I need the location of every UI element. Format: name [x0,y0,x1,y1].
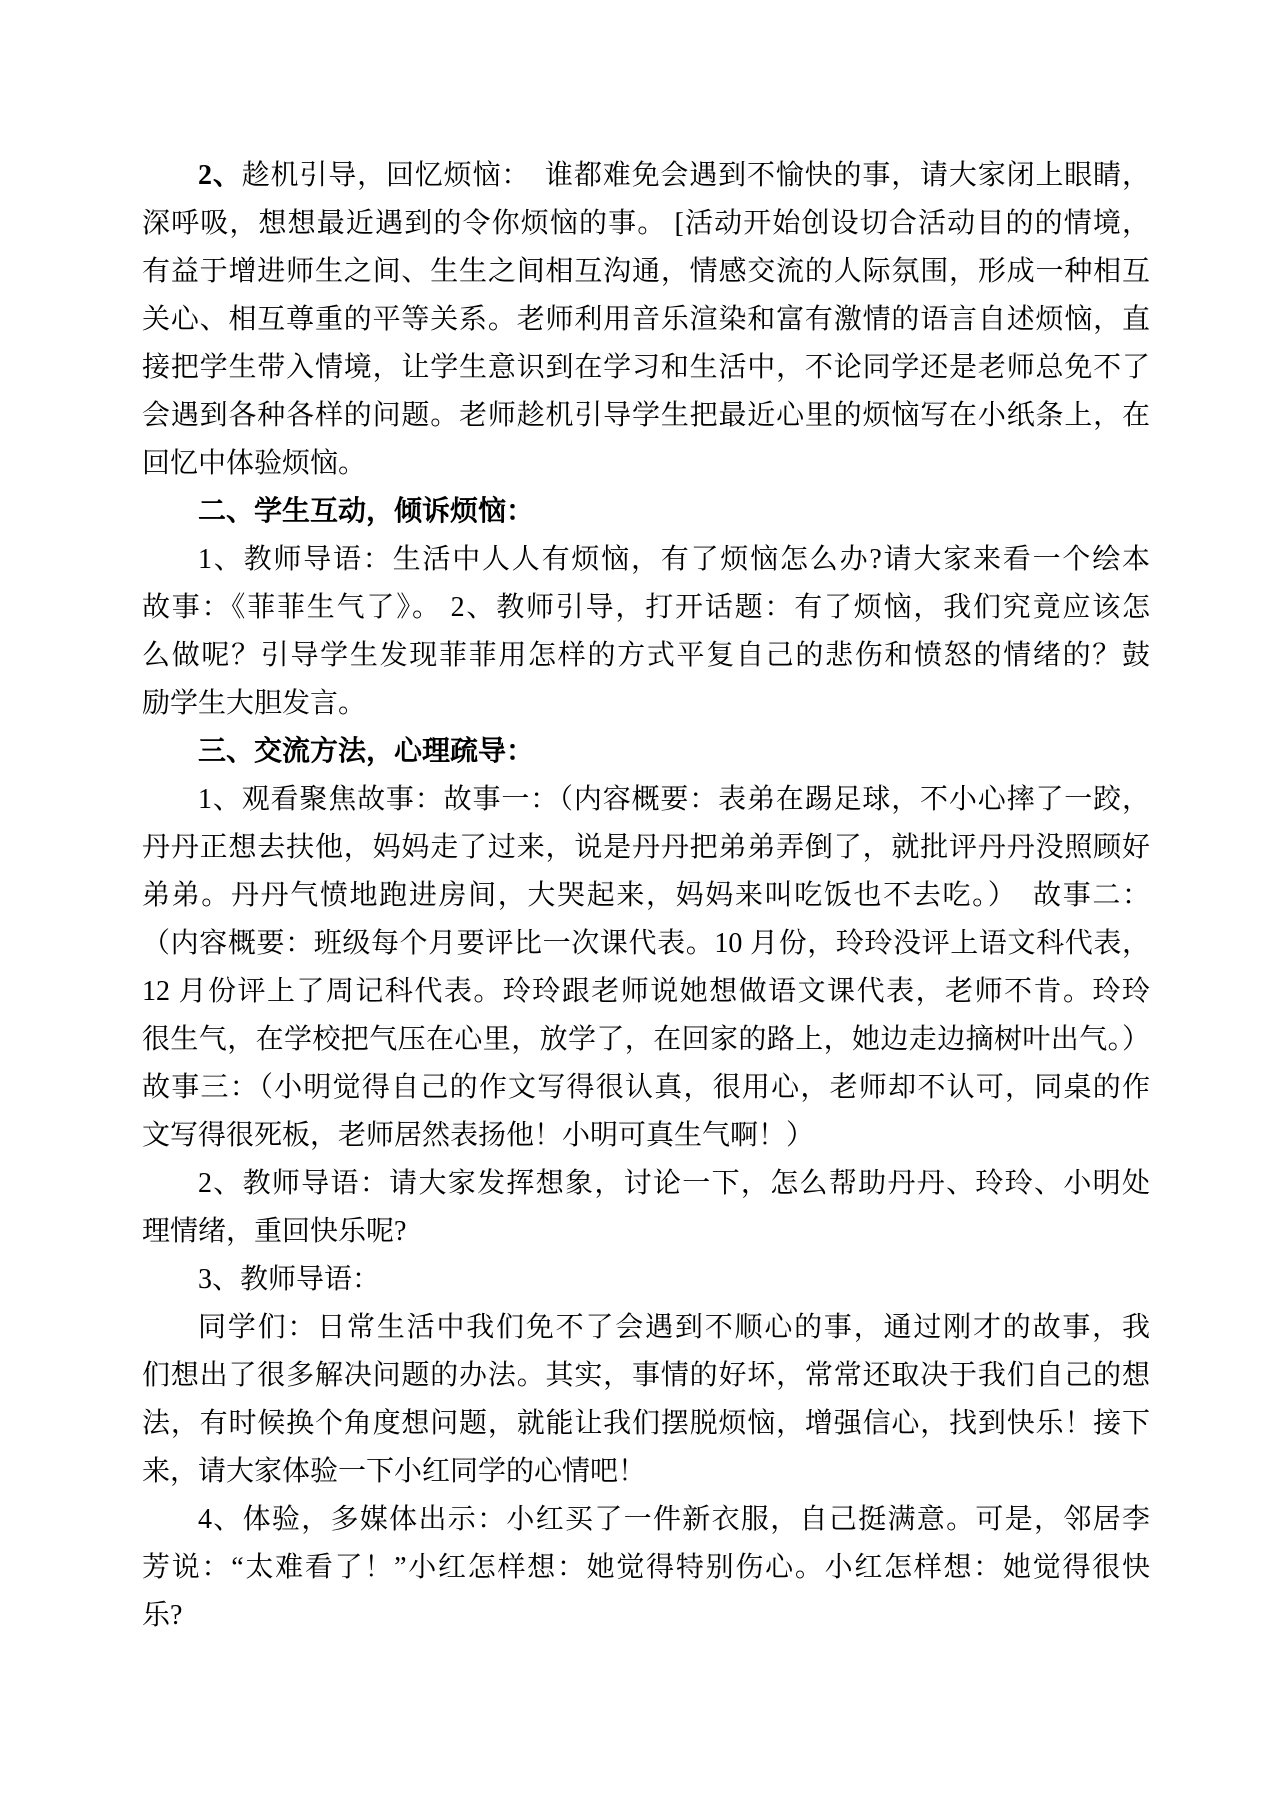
text-line: 故事：《菲菲生气了》。 2、教师引导，打开话题：有了烦恼，我们究竟应该怎 [142,592,1150,623]
text-line: 么做呢？引导学生发现菲菲用怎样的方式平复自己的悲伤和愤怒的情绪的？鼓 [142,640,1150,671]
text-line: 弟弟。丹丹气愤地跑进房间，大哭起来，妈妈来叫吃饭也不去吃。） 故事二： [142,880,1150,911]
text-line: 3、教师导语： [198,1264,381,1295]
text-line: 深呼吸，想想最近遇到的令你烦恼的事。 [活动开始创设切合活动目的的情境， [142,208,1150,239]
text-line: 来，请大家体验一下小红同学的心情吧！ [142,1456,647,1487]
document-text [142,152,1150,1640]
text-line: 1、教师导语：生活中人人有烦恼，有了烦恼怎么办?请大家来看一个绘本 [198,544,1150,575]
text-line: 回忆中体验烦恼。 [142,448,367,479]
text-line: 4、体验，多媒体出示：小红买了一件新衣服，自己挺满意。可是，邻居李 [198,1504,1150,1535]
bold-number-prefix: 2、 [198,160,242,191]
text-line: 2、教师导语：请大家发挥想象，讨论一下，怎么帮助丹丹、玲玲、小明处 [198,1168,1150,1199]
text-line: 接把学生带入情境，让学生意识到在学习和生活中，不论同学还是老师总免不了 [142,352,1150,383]
section-heading [142,488,1150,536]
body-paragraph [142,1160,1150,1256]
text-line: 故事三：（小明觉得自己的作文写得很认真，很用心，老师却不认可，同桌的作 [142,1072,1150,1103]
text-line: 有益于增进师生之间、生生之间相互沟通，情感交流的人际氛围，形成一种相互 [142,256,1150,287]
text-line: 1、观看聚焦故事：故事一：（内容概要：表弟在踢足球，不小心摔了一跤， [198,784,1150,815]
text-line: 同学们：日常生活中我们免不了会遇到不顺心的事，通过刚才的故事，我 [198,1312,1150,1343]
text-line: 关心、相互尊重的平等关系。老师利用音乐渲染和富有激情的语言自述烦恼，直 [142,304,1150,335]
text-line: 12 月份评上了周记科代表。玲玲跟老师说她想做语文课代表，老师不肯。玲玲 [142,976,1150,1007]
body-paragraph [142,1496,1150,1640]
text-line: 2、趁机引导，回忆烦恼： 谁都难免会遇到不愉快的事，请大家闭上眼睛， [198,160,1150,191]
body-paragraph [142,776,1150,1160]
section-heading [142,728,1150,776]
text-line: 理情绪，重回快乐呢? [142,1216,407,1247]
text-line: 三、交流方法，心理疏导： [198,736,535,767]
body-paragraph [142,536,1150,728]
text-line: 励学生大胆发言。 [142,688,367,719]
text-line: 文写得很死板，老师居然表扬他！小明可真生气啊！） [142,1120,815,1151]
text-line: 很生气，在学校把气压在心里，放学了，在回家的路上，她边走边摘树叶出气。） [142,1024,1150,1055]
text-line: 芳说：“太难看了！”小红怎样想：她觉得特别伤心。小红怎样想：她觉得很快 [142,1552,1150,1583]
body-paragraph [142,1304,1150,1496]
body-paragraph [142,152,1150,488]
body-paragraph [142,1256,1150,1304]
text-line: 丹丹正想去扶他，妈妈走了过来，说是丹丹把弟弟弄倒了，就批评丹丹没照顾好 [142,832,1150,863]
text-line: 乐? [142,1600,183,1631]
text-line: 们想出了很多解决问题的办法。其实，事情的好坏，常常还取决于我们自己的想 [142,1360,1150,1391]
text-line: 二、学生互动，倾诉烦恼： [198,496,535,527]
text-line: 法，有时候换个角度想问题，就能让我们摆脱烦恼，增强信心，找到快乐！接下 [142,1408,1150,1439]
text-line: 会遇到各种各样的问题。老师趁机引导学生把最近心里的烦恼写在小纸条上，在 [142,400,1150,431]
text-line: （内容概要：班级每个月要评比一次课代表。10 月份，玲玲没评上语文科代表， [142,928,1150,959]
